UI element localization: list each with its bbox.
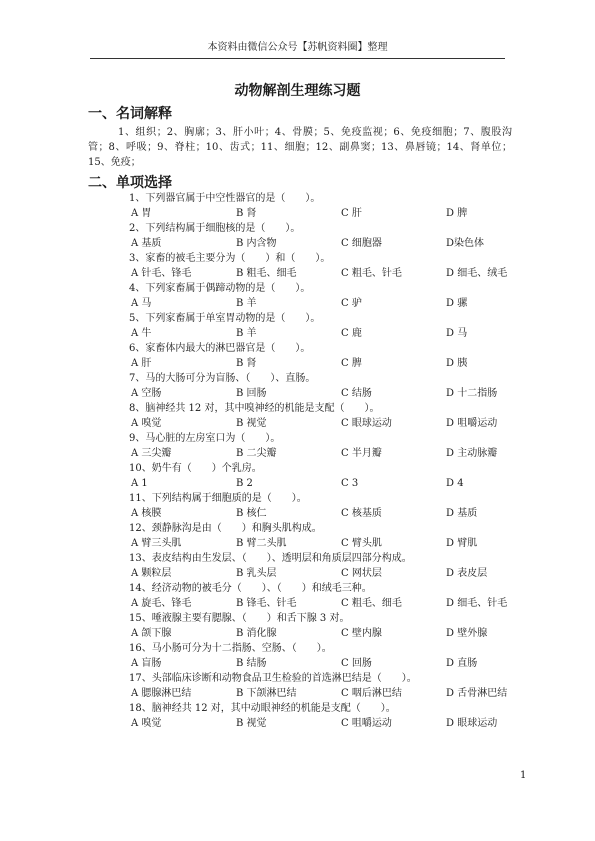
question-options	[88, 446, 518, 461]
option-c: C 粗毛、针毛	[341, 268, 402, 279]
option-a: A 盲肠	[131, 658, 162, 669]
question-stem: 17、头部临床诊断和动物食品卫生检验的首选淋巴结是（ ）。	[129, 673, 417, 684]
question-stem: 18、脑神经共 12 对，其中动眼神经的机能是支配（ ）。	[129, 703, 396, 714]
option-b: B 回肠	[236, 388, 267, 399]
question-stem: 2、下列结构属于细胞核的是（ ）。	[129, 223, 301, 234]
question-options	[88, 206, 518, 221]
option-b: B 2	[236, 478, 253, 489]
option-d: D 马	[446, 328, 468, 339]
option-b: B 视觉	[236, 718, 267, 729]
option-a: A 胃	[131, 208, 152, 219]
option-b: B 羊	[236, 328, 257, 339]
option-b: B 羊	[236, 298, 257, 309]
option-d: D 基质	[446, 508, 478, 519]
option-d: D 细毛、绒毛	[446, 268, 508, 279]
option-d: D 细毛、针毛	[446, 598, 508, 609]
option-a: A 旋毛、锋毛	[131, 598, 192, 609]
option-a: A 三尖瓣	[131, 448, 172, 459]
question-stem: 16、马小肠可分为十二指肠、空肠、（ ）。	[129, 643, 332, 654]
option-d: D 骡	[446, 298, 468, 309]
question-stem: 14、经济动物的被毛分（ ）、（ ）和绒毛三种。	[129, 583, 372, 594]
option-a: A 嗅觉	[131, 718, 162, 729]
option-a: A 颌下腺	[131, 628, 172, 639]
question-stem: 13、表皮结构由生发层、（ ）、透明层和角质层四部分构成。	[129, 553, 412, 564]
option-a: A 核膜	[131, 508, 162, 519]
option-c: C 眼球运动	[341, 418, 392, 429]
question-options	[88, 716, 518, 731]
question-list	[88, 191, 518, 731]
question-stem: 6、家畜体内最大的淋巴器官是（ ）。	[129, 343, 311, 354]
option-b: B 内含物	[236, 238, 277, 249]
question-options	[88, 566, 518, 581]
option-b: B 消化腺	[236, 628, 277, 639]
option-b: B 乳头层	[236, 568, 277, 579]
question-options	[88, 416, 518, 431]
option-c: C 结肠	[341, 388, 372, 399]
option-c: C 咽后淋巴结	[341, 688, 402, 699]
question-stem: 3、家畜的被毛主要分为（ ）和（ ）。	[129, 253, 331, 264]
option-d: D 十二指肠	[446, 388, 498, 399]
option-c: C 3	[341, 478, 359, 489]
page-header: 本资料由微信公众号【苏帆资料圈】整理	[90, 38, 505, 59]
question-options	[88, 386, 518, 401]
option-c: C 壁内腺	[341, 628, 382, 639]
question-options	[88, 296, 518, 311]
option-d: D 咀嚼运动	[446, 418, 498, 429]
question-stem: 1、下列器官属于中空性器官的是（ ）。	[129, 193, 321, 204]
option-b: B 粗毛、细毛	[236, 268, 297, 279]
option-a: A 空肠	[131, 388, 162, 399]
question-options	[88, 686, 518, 701]
option-c: C 网状层	[341, 568, 382, 579]
option-d: D 眼球运动	[446, 718, 498, 729]
option-d: D 4	[446, 478, 464, 489]
option-c: C 鹿	[341, 328, 362, 339]
option-c: C 半月瓣	[341, 448, 382, 459]
question-stem: 7、马的大肠可分为盲肠、（ ）、直肠。	[129, 373, 316, 384]
option-d: D 壁外腺	[446, 628, 488, 639]
option-c: C 肝	[341, 208, 362, 219]
option-b: B 下颌淋巴结	[236, 688, 297, 699]
option-d: D 胰	[446, 358, 468, 369]
option-d: D 脾	[446, 208, 468, 219]
question-options	[88, 266, 518, 281]
definitions-list: 1、组织；2、胸廓；3、肝小叶；4、骨膜；5、免疫监视；6、免疫细胞；7、腹股沟管；8、呼吸；9、脊柱；10、齿式；11、细胞；12、副鼻窦；13、鼻唇镜；14、肾单位；15、免疫；	[88, 127, 512, 168]
page-number: 1	[520, 770, 527, 781]
option-a: A 颗粒层	[131, 568, 172, 579]
option-a: A 针毛、锋毛	[131, 268, 192, 279]
option-c: C 核基质	[341, 508, 382, 519]
option-c: C 细胞器	[341, 238, 382, 249]
option-a: A 腮腺淋巴结	[131, 688, 192, 699]
option-b: B 二尖瓣	[236, 448, 277, 459]
question-stem: 5、下列家畜属于单室胃动物的是（ ）。	[129, 313, 321, 324]
option-c: C 回肠	[341, 658, 372, 669]
question-stem: 15、唾液腺主要有腮腺、（ ）和舌下腺 3 对。	[129, 613, 350, 624]
option-d: D 主动脉瓣	[446, 448, 498, 459]
option-b: B 结肠	[236, 658, 267, 669]
option-a: A 基质	[131, 238, 162, 249]
question-options	[88, 236, 518, 251]
question-options	[88, 356, 518, 371]
option-b: B 视觉	[236, 418, 267, 429]
section-heading-definitions: 一、名词解释	[88, 106, 172, 122]
question-options	[88, 656, 518, 671]
question-options	[88, 626, 518, 641]
option-b: B 肾	[236, 208, 257, 219]
option-b: B 臂二头肌	[236, 538, 287, 549]
question-stem: 4、下列家畜属于偶蹄动物的是（ ）。	[129, 283, 311, 294]
option-b: B 核仁	[236, 508, 267, 519]
option-d: D 直肠	[446, 658, 478, 669]
section-heading-single-choice: 二、单项选择	[88, 175, 172, 191]
option-a: A 肝	[131, 358, 152, 369]
option-d: D 舌骨淋巴结	[446, 688, 508, 699]
option-c: C 粗毛、细毛	[341, 598, 402, 609]
question-options	[88, 596, 518, 611]
option-d: D染色体	[446, 238, 485, 249]
question-options	[88, 506, 518, 521]
question-stem: 12、颈静脉沟是由（ ）和胸头肌构成。	[129, 523, 322, 534]
question-options	[88, 326, 518, 341]
option-a: A 牛	[131, 328, 152, 339]
option-a: A 臂三头肌	[131, 538, 182, 549]
question-stem: 11、下列结构属于细胞质的是（ ）。	[129, 493, 307, 504]
option-c: C 脾	[341, 358, 362, 369]
question-stem: 9、马心脏的左房室口为（ ）。	[129, 433, 281, 444]
option-d: D 表皮层	[446, 568, 488, 579]
document-title: 动物解剖生理练习题	[234, 83, 361, 99]
option-c: C 臂头肌	[341, 538, 382, 549]
question-stem: 8、脑神经共 12 对，其中嗅神经的机能是支配（ ）。	[129, 403, 380, 414]
question-options	[88, 536, 518, 551]
option-c: C 驴	[341, 298, 362, 309]
option-b: B 锋毛、针毛	[236, 598, 297, 609]
option-c: C 咀嚼运动	[341, 718, 392, 729]
question-options	[88, 476, 518, 491]
option-a: A 嗅觉	[131, 418, 162, 429]
option-a: A 1	[131, 478, 148, 489]
option-a: A 马	[131, 298, 152, 309]
option-b: B 肾	[236, 358, 257, 369]
question-stem: 10、奶牛有（ ）个乳房。	[129, 463, 262, 474]
option-d: D 臂肌	[446, 538, 478, 549]
